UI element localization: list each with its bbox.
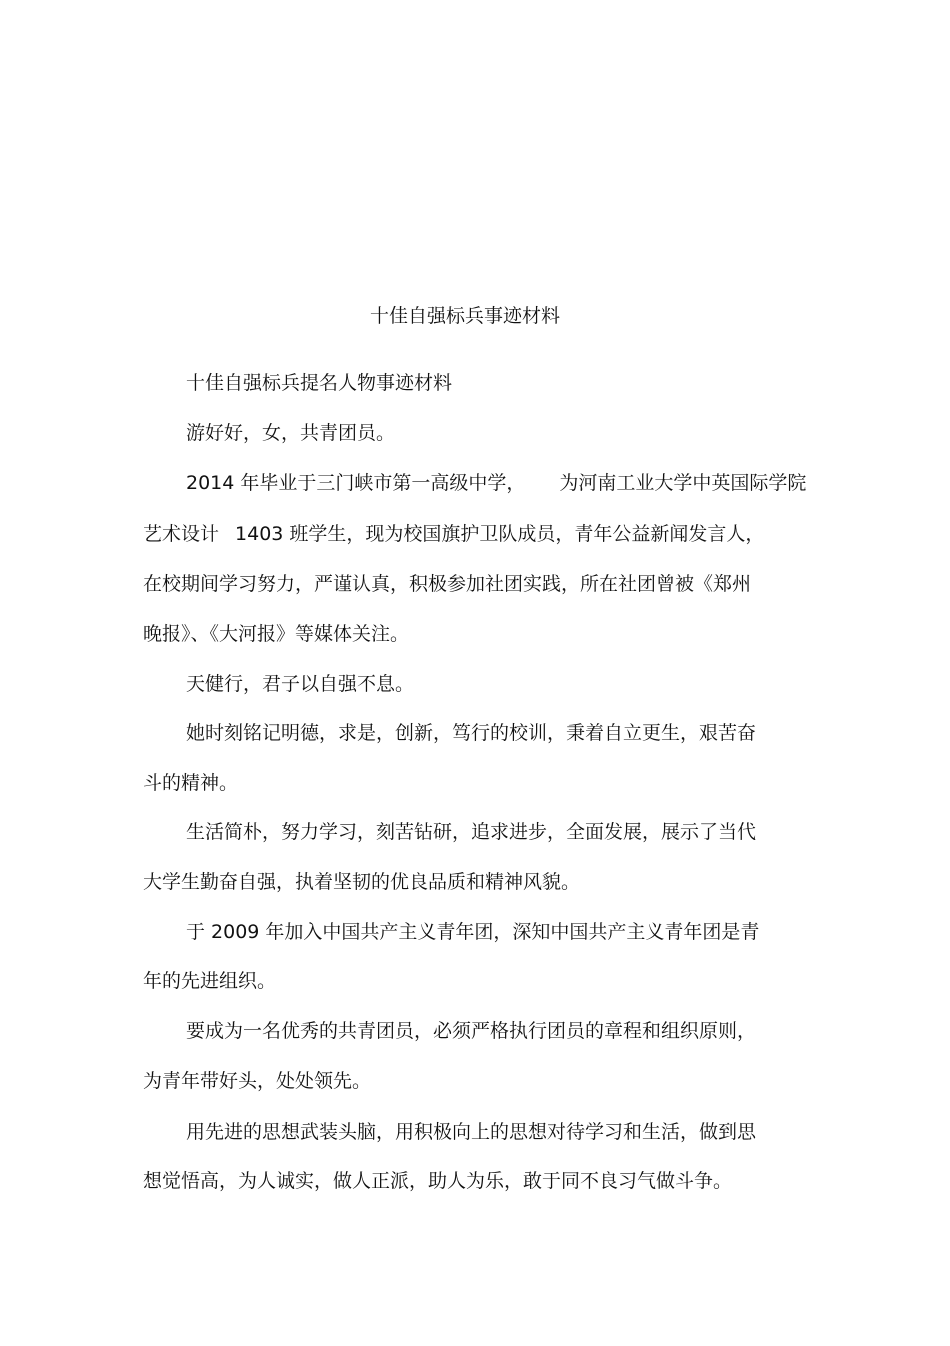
paragraph-line: 生活简朴，努力学习，刻苦钻研，追求进步，全面发展，展示了当代 bbox=[186, 821, 757, 843]
paragraph-line: 大学生勤奋自强，执着坚韧的优良品质和精神风貌。 bbox=[143, 871, 581, 893]
paragraph-line: 在校期间学习努力，严谨认真，积极参加社团实践，所在社团曾被《郑州 bbox=[143, 573, 752, 595]
paragraph-segment: 艺术设计 bbox=[143, 523, 220, 545]
paragraph-line bbox=[186, 469, 806, 497]
paragraph-line: 她时刻铭记明德，求是，创新，笃行的校训，秉着自立更生，艰苦奋 bbox=[186, 722, 757, 744]
paragraph-segment: 2014 年毕业于三门峡市第一高级中学， bbox=[186, 472, 526, 494]
paragraph-line: 年的先进组织。 bbox=[143, 970, 277, 992]
document-title: 十佳自强标兵事迹材料 bbox=[369, 305, 560, 327]
paragraph-line bbox=[143, 520, 764, 548]
paragraph-line: 十佳自强标兵提名人物事迹材料 bbox=[186, 372, 453, 394]
paragraph-line: 游好好，女，共青团员。 bbox=[186, 422, 396, 444]
paragraph-line: 于 2009 年加入中国共产主义青年团，深知中国共产主义青年团是青 bbox=[186, 921, 760, 943]
paragraph-line: 天健行，君子以自强不息。 bbox=[186, 673, 415, 695]
paragraph-line: 想觉悟高，为人诚实，做人正派，助人为乐，敢于同不良习气做斗争。 bbox=[143, 1170, 733, 1192]
paragraph-segment: 1403 班学生，现为校国旗护卫队成员，青年公益新闻发言人， bbox=[235, 523, 765, 545]
paragraph-line: 要成为一名优秀的共青团员，必须严格执行团员的章程和组织原则， bbox=[186, 1020, 757, 1042]
paragraph-line: 用先进的思想武装头脑，用积极向上的思想对待学习和生活，做到思 bbox=[186, 1121, 757, 1143]
paragraph-line: 斗的精神。 bbox=[143, 772, 239, 794]
paragraph-line: 为青年带好头，处处领先。 bbox=[143, 1070, 372, 1092]
paragraph-line: 晚报》、《大河报》等媒体关注。 bbox=[143, 623, 410, 645]
paragraph-segment: 为河南工业大学中英国际学院 bbox=[559, 472, 807, 494]
